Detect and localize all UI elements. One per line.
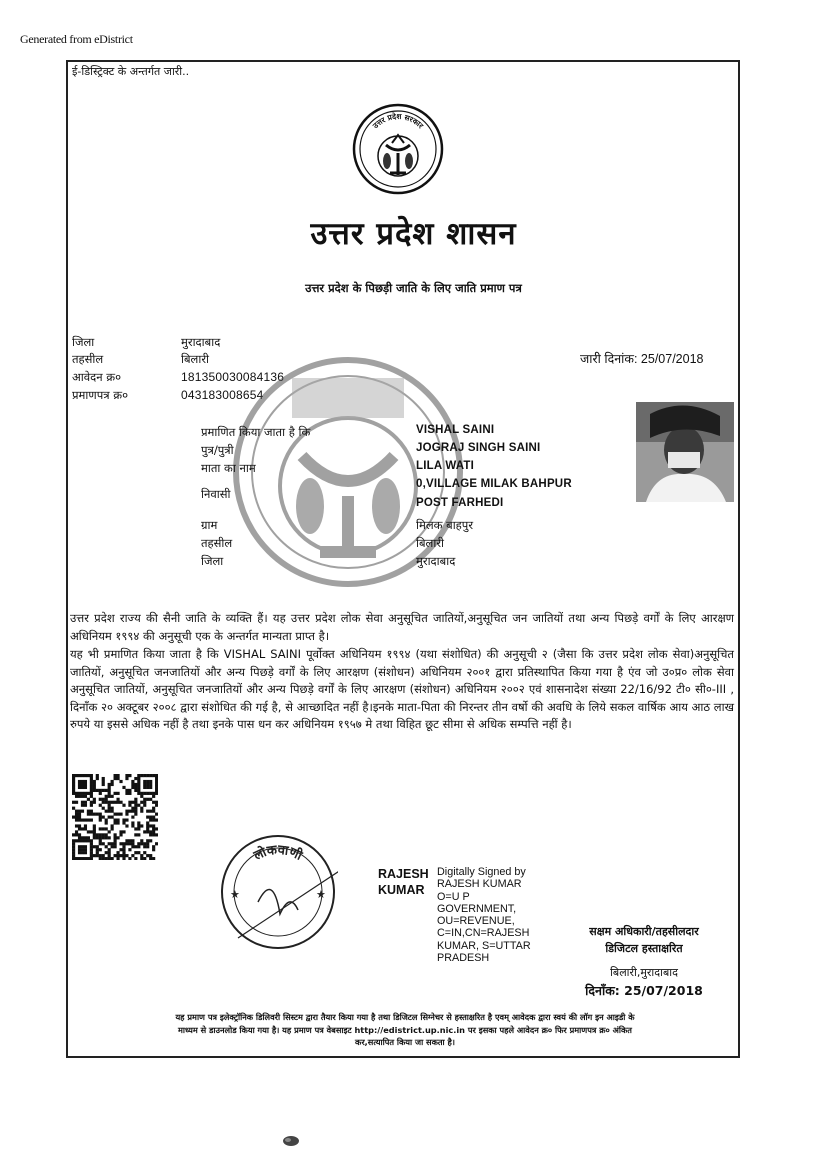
digital-signature-label: डिजिटल हस्ताक्षरित bbox=[605, 942, 683, 955]
digital-sig-line: GOVERNMENT, bbox=[437, 902, 517, 915]
digital-sig-line: O=U P bbox=[437, 890, 470, 903]
scan-smudge bbox=[282, 1134, 300, 1148]
svg-text:उत्तर प्रदेश सरकार bbox=[370, 112, 426, 131]
tehsil-label: तहसील bbox=[72, 352, 104, 366]
up-emblem-icon bbox=[352, 103, 444, 195]
application-no-value: 181350030084136 bbox=[181, 370, 285, 384]
digital-sig-line: Digitally Signed by bbox=[437, 866, 526, 878]
digital-sig-line: C=IN,CN=RAJESH bbox=[437, 927, 530, 940]
district-value: मुरादाबाद bbox=[181, 335, 221, 349]
issued-note: ई-डिस्ट्रिक्ट के अन्तर्गत जारी.. bbox=[72, 65, 190, 78]
tehsil-detail-label: तहसील bbox=[201, 536, 233, 550]
svg-text:★: ★ bbox=[230, 888, 240, 901]
caste-paragraph: उत्तर प्रदेश राज्य की सैनी जाति के व्यक्ति हैं। यह उत्तर प्रदेश लोक सेवा अनुसूचित जातियों,अनुसूचित जन जातियों तथा अन्य पिछड़े वर्गों के लिए आरक्षण अधिनियम १९९४ की अनुसूची एक के अन्तर्गत मान्यता प्राप्त है। bbox=[70, 611, 734, 643]
tehsil-detail-value: बिलारी bbox=[416, 536, 445, 550]
signer-name bbox=[378, 866, 429, 898]
signer-name-line-1: RAJESH bbox=[378, 867, 429, 881]
digital-sig-line: PRADESH bbox=[437, 952, 490, 965]
generated-note: Generated from eDistrict bbox=[20, 32, 133, 46]
issue-date: जारी दिनांक: 25/07/2018 bbox=[580, 352, 704, 366]
footer-note bbox=[70, 1011, 740, 1049]
resident-label: निवासी bbox=[201, 487, 231, 501]
certify-label: प्रमाणित किया जाता है कि bbox=[201, 425, 311, 439]
mother-name: LILA WATI bbox=[416, 460, 475, 472]
certificate-no-label: प्रमाणपत्र क्र० bbox=[72, 388, 129, 402]
svg-text:लोकवाणी bbox=[250, 843, 305, 865]
footer-line-1: यह प्रमाण पत्र इलेक्ट्रॉनिक डिलिवरी सिस्टम द्वारा तैयार किया गया है तथा डिजिटल सिग्नेचर से हस्ताक्षरित है एवम् आवेदक द्वारा स्वयं की लॉग इन आइडी के bbox=[175, 1012, 635, 1022]
village-label: ग्राम bbox=[201, 518, 218, 532]
svg-text:★: ★ bbox=[316, 888, 326, 901]
emblem-text: उत्तर प्रदेश सरकार bbox=[370, 111, 426, 131]
digital-sig-line: RAJESH KUMAR bbox=[437, 878, 522, 891]
father-label: पुत्र/पुत्री bbox=[201, 443, 234, 457]
authority-place: बिलारी,मुरादाबाद bbox=[610, 966, 678, 979]
footer-line-3: कर,सत्यापित किया जा सकता है। bbox=[355, 1037, 455, 1048]
authority-title: सक्षम अधिकारी/तहसीलदार bbox=[589, 925, 699, 938]
certification-paragraph: यह भी प्रमाणित किया जाता है कि VISHAL SAINI पूर्वोक्त अधिनियम १९९४ (यथा संशोधित) की अनुसूची २ (जैसा कि उत्तर प्रदेश लोक सेवा)अनुसूचित जातियों, अनुसूचित जनजातियों और अन्य पिछड़े वर्गों के लिए आरक्षण (संशोधन) अधिनियम २००१ द्वारा प्रतिस्थापित किया गया है एंव जो उ०प्र० लोक सेवा अनुसूचित जातियों, अनुसूचित जनजातियों और अन्य पिछड़े वर्गों के लिए आरक्षण (संशोधन) अधिनियम २००२ एवं शासनादेश संख्या 22/16/92 टी० सी०-III , दिनाँक २० अक्टूबर २००८ द्वारा संशोधित की गई है, से आच्छादित नहीं है।इनके माता-पिता की निरन्तर तीन वर्षो की अवधि के लिये सकल वार्षिक आय आठ लाख रुपये या इससे अधिक नहीं है तथा इनके पास धन कर अधिनियम १९५७ मे तथा विहित छूट सीमा से अधिक सम्पत्ति नहीं है। bbox=[70, 647, 734, 732]
signed-date: दिनाँक: 25/07/2018 bbox=[585, 983, 703, 998]
mother-label: माता का नाम bbox=[201, 461, 256, 475]
father-name: JOGRAJ SINGH SAINI bbox=[416, 442, 541, 454]
footer-line-2: माध्यम से डाउनलोड किया गया है। यह प्रमाण पत्र वेबसाइट http://edistrict.up.nic.in पर इसका पहले आवेदन क्र० फिर प्रमाणपत्र क्र० अंकित bbox=[178, 1024, 632, 1035]
tehsil-value: बिलारी bbox=[181, 352, 210, 366]
applicant-name: VISHAL SAINI bbox=[416, 424, 495, 436]
applicant-photo bbox=[636, 402, 734, 502]
government-title: उत्तर प्रदेश शासन bbox=[310, 216, 517, 252]
district-detail-label: जिला bbox=[201, 554, 224, 568]
signer-name-line-2: KUMAR bbox=[378, 883, 425, 897]
qr-code bbox=[72, 774, 158, 860]
digital-sig-line: OU=REVENUE, bbox=[437, 915, 515, 928]
application-no-label: आवेदन क्र० bbox=[72, 370, 122, 384]
district-detail-value: मुरादाबाद bbox=[416, 554, 456, 568]
digital-sig-line: KUMAR, S=UTTAR bbox=[437, 939, 531, 952]
address-line-2: POST FARHEDI bbox=[416, 497, 504, 509]
certificate-no-value: 043183008654 bbox=[181, 388, 264, 402]
village-value: मिलक बाहपुर bbox=[416, 518, 474, 532]
seal-text: लोकवाणी bbox=[251, 842, 305, 864]
address-line-1: 0,VILLAGE MILAK BAHPUR bbox=[416, 478, 572, 490]
digital-signature-block bbox=[437, 866, 537, 964]
official-round-seal-icon bbox=[218, 832, 338, 952]
certificate-title: उत्तर प्रदेश के पिछड़ी जाति के लिए जाति प्रमाण पत्र bbox=[305, 281, 522, 295]
district-label: जिला bbox=[72, 335, 95, 349]
